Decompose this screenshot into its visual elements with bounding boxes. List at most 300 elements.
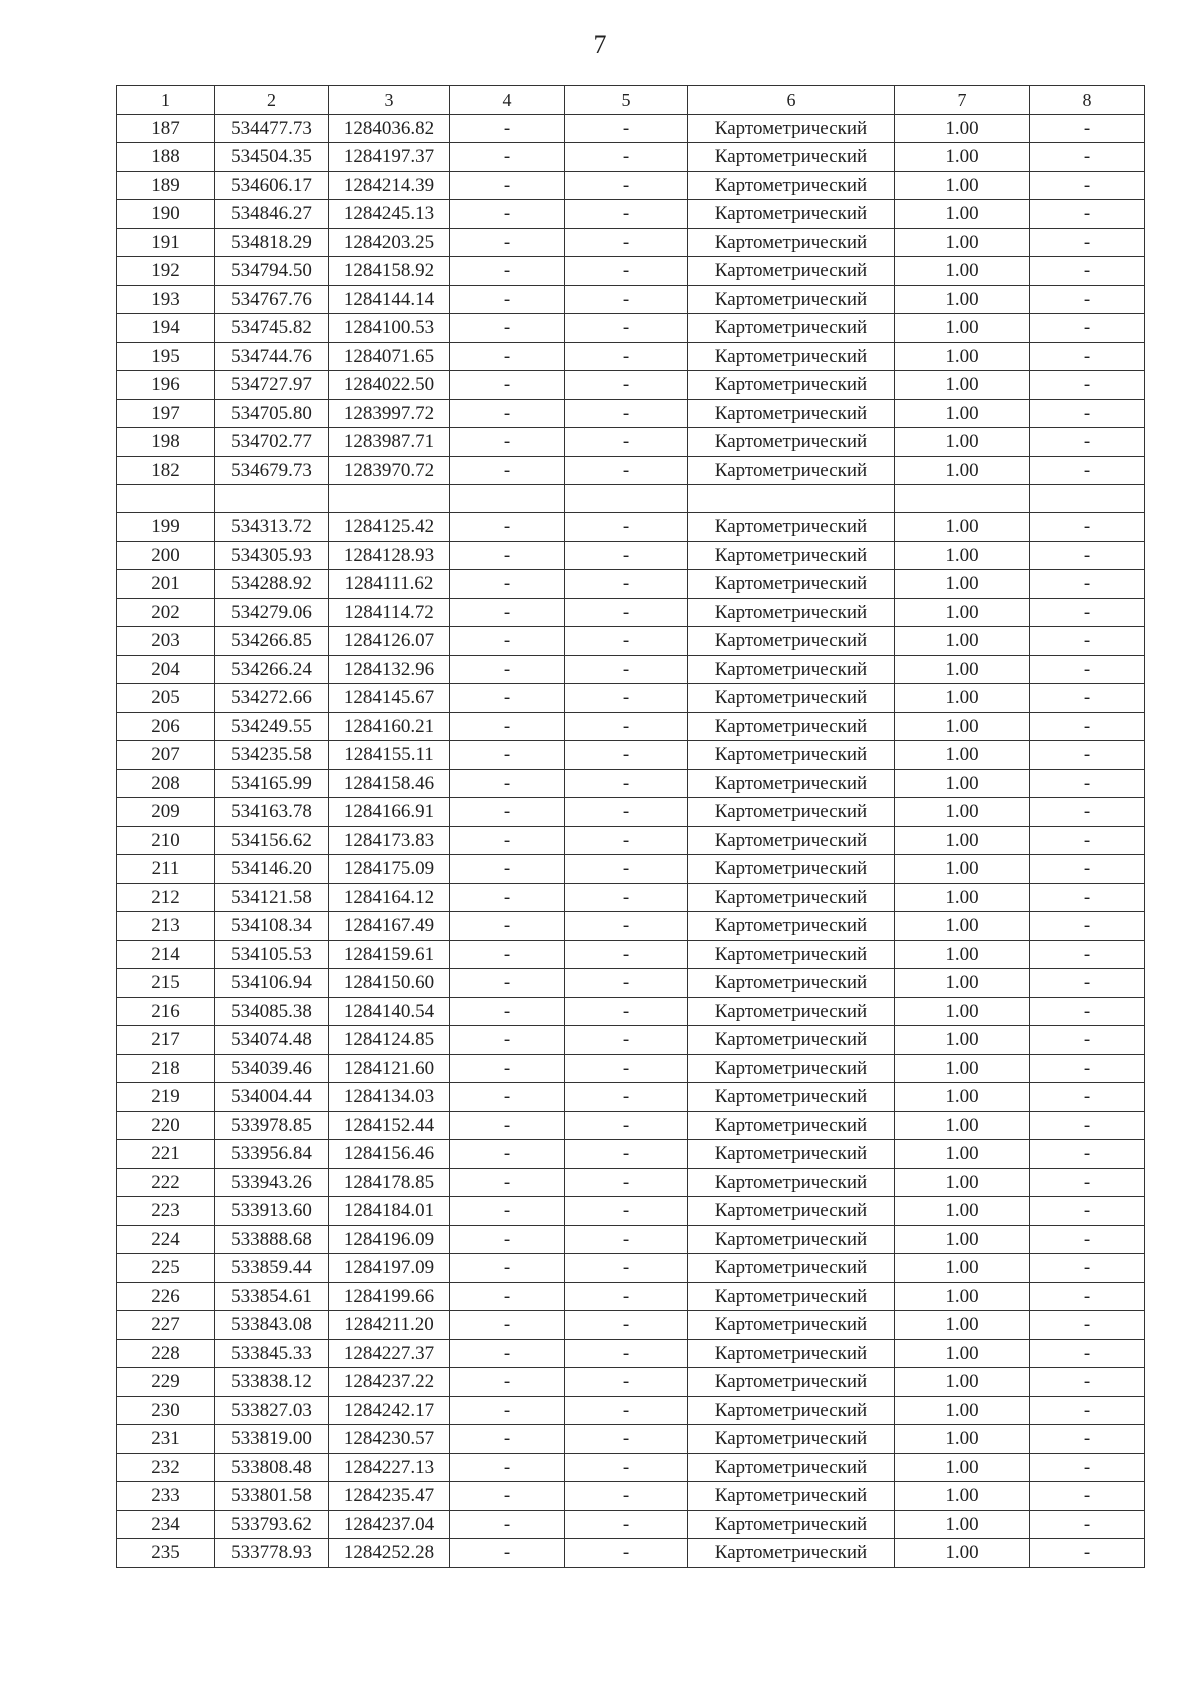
accuracy-cell: 1.00 [895,883,1030,912]
accuracy-cell: 1.00 [895,1339,1030,1368]
col8-cell: - [1030,855,1145,884]
col5-cell: - [565,627,688,656]
point-number-cell: 221 [117,1140,215,1169]
y-coordinate-cell: 1284166.91 [329,798,450,827]
y-coordinate-cell: 1284125.42 [329,513,450,542]
point-number-cell: 196 [117,371,215,400]
table-row [117,883,1145,912]
method-cell: Картометрический [688,541,895,570]
method-cell: Картометрический [688,428,895,457]
col5-cell: - [565,541,688,570]
y-coordinate-cell: 1284114.72 [329,598,450,627]
point-number-cell: 195 [117,342,215,371]
table-row [117,1168,1145,1197]
point-number-cell [117,485,215,513]
point-number-cell: 197 [117,399,215,428]
table-row [117,741,1145,770]
col4-cell: - [450,1453,565,1482]
point-number-cell: 194 [117,314,215,343]
col8-cell: - [1030,570,1145,599]
point-number-cell: 187 [117,114,215,143]
table-row [117,1054,1145,1083]
col5-cell: - [565,1339,688,1368]
col8-cell: - [1030,997,1145,1026]
col5-cell: - [565,769,688,798]
x-coordinate-cell: 534744.76 [215,342,329,371]
y-coordinate-cell: 1284150.60 [329,969,450,998]
y-coordinate-cell: 1284121.60 [329,1054,450,1083]
column-header: 4 [450,86,565,115]
y-coordinate-cell: 1284214.39 [329,171,450,200]
y-coordinate-cell: 1283970.72 [329,456,450,485]
point-number-cell: 208 [117,769,215,798]
col4-cell: - [450,912,565,941]
table-row [117,1197,1145,1226]
y-coordinate-cell: 1284152.44 [329,1111,450,1140]
point-number-cell: 182 [117,456,215,485]
table-row [117,399,1145,428]
table-row [117,1140,1145,1169]
col8-cell: - [1030,712,1145,741]
column-header: 1 [117,86,215,115]
point-number-cell: 200 [117,541,215,570]
col5-cell: - [565,314,688,343]
col4-cell: - [450,200,565,229]
y-coordinate-cell: 1284126.07 [329,627,450,656]
method-cell: Картометрический [688,399,895,428]
col4-cell: - [450,456,565,485]
x-coordinate-cell: 534106.94 [215,969,329,998]
col8-cell: - [1030,371,1145,400]
col5-cell: - [565,399,688,428]
method-cell: Картометрический [688,1168,895,1197]
table-row [117,1026,1145,1055]
separator-row [117,485,1145,513]
table-row [117,1225,1145,1254]
table-row [117,428,1145,457]
method-cell: Картометрический [688,200,895,229]
col8-cell: - [1030,1311,1145,1340]
accuracy-cell: 1.00 [895,143,1030,172]
x-coordinate-cell: 534504.35 [215,143,329,172]
col8-cell: - [1030,1026,1145,1055]
accuracy-cell: 1.00 [895,314,1030,343]
column-header: 6 [688,86,895,115]
col5-cell: - [565,1026,688,1055]
method-cell: Картометрический [688,513,895,542]
col5-cell: - [565,684,688,713]
method-cell: Картометрический [688,1453,895,1482]
col4-cell: - [450,969,565,998]
x-coordinate-cell [215,485,329,513]
col4-cell: - [450,371,565,400]
accuracy-cell: 1.00 [895,1026,1030,1055]
x-coordinate-cell: 534305.93 [215,541,329,570]
accuracy-cell: 1.00 [895,769,1030,798]
point-number-cell: 234 [117,1510,215,1539]
col8-cell: - [1030,1197,1145,1226]
method-cell: Картометрический [688,342,895,371]
y-coordinate-cell: 1284196.09 [329,1225,450,1254]
accuracy-cell: 1.00 [895,1111,1030,1140]
accuracy-cell: 1.00 [895,997,1030,1026]
x-coordinate-cell: 534156.62 [215,826,329,855]
table-row [117,200,1145,229]
y-coordinate-cell: 1284155.11 [329,741,450,770]
y-coordinate-cell: 1284197.09 [329,1254,450,1283]
col4-cell: - [450,541,565,570]
col5-cell: - [565,513,688,542]
y-coordinate-cell: 1284134.03 [329,1083,450,1112]
x-coordinate-cell: 534074.48 [215,1026,329,1055]
method-cell: Картометрический [688,997,895,1026]
col5-cell: - [565,798,688,827]
col8-cell: - [1030,1425,1145,1454]
y-coordinate-cell: 1284145.67 [329,684,450,713]
method-cell: Картометрический [688,883,895,912]
y-coordinate-cell: 1284140.54 [329,997,450,1026]
y-coordinate-cell: 1284036.82 [329,114,450,143]
point-number-cell: 219 [117,1083,215,1112]
col8-cell: - [1030,342,1145,371]
col8-cell: - [1030,1225,1145,1254]
col8-cell: - [1030,883,1145,912]
col8-cell: - [1030,428,1145,457]
method-cell: Картометрический [688,1054,895,1083]
col4-cell: - [450,399,565,428]
col8-cell [1030,485,1145,513]
y-coordinate-cell: 1284199.66 [329,1282,450,1311]
table-header-row [117,86,1145,115]
col4-cell: - [450,1539,565,1568]
x-coordinate-cell: 534039.46 [215,1054,329,1083]
table-row [117,342,1145,371]
y-coordinate-cell: 1284245.13 [329,200,450,229]
col4-cell: - [450,171,565,200]
accuracy-cell: 1.00 [895,912,1030,941]
table-row [117,855,1145,884]
col5-cell: - [565,1140,688,1169]
x-coordinate-cell: 533956.84 [215,1140,329,1169]
col5-cell: - [565,598,688,627]
col4-cell: - [450,257,565,286]
x-coordinate-cell: 533778.93 [215,1539,329,1568]
col8-cell: - [1030,1339,1145,1368]
col8-cell: - [1030,171,1145,200]
accuracy-cell: 1.00 [895,428,1030,457]
col4-cell: - [450,314,565,343]
col4-cell: - [450,1311,565,1340]
method-cell: Картометрический [688,655,895,684]
point-number-cell: 211 [117,855,215,884]
table-row [117,598,1145,627]
table-row [117,969,1145,998]
table-row [117,798,1145,827]
method-cell: Картометрический [688,1026,895,1055]
col8-cell: - [1030,541,1145,570]
method-cell: Картометрический [688,1482,895,1511]
col4-cell: - [450,798,565,827]
y-coordinate-cell: 1284071.65 [329,342,450,371]
accuracy-cell: 1.00 [895,684,1030,713]
col5-cell: - [565,171,688,200]
x-coordinate-cell: 534477.73 [215,114,329,143]
x-coordinate-cell: 534767.76 [215,285,329,314]
x-coordinate-cell: 533801.58 [215,1482,329,1511]
col5-cell: - [565,1111,688,1140]
method-cell: Картометрический [688,314,895,343]
col8-cell: - [1030,399,1145,428]
col5-cell: - [565,1482,688,1511]
accuracy-cell: 1.00 [895,940,1030,969]
point-number-cell: 205 [117,684,215,713]
table-row [117,1111,1145,1140]
col4-cell: - [450,1368,565,1397]
accuracy-cell: 1.00 [895,541,1030,570]
method-cell: Картометрический [688,257,895,286]
y-coordinate-cell: 1284100.53 [329,314,450,343]
col4-cell: - [450,428,565,457]
accuracy-cell: 1.00 [895,855,1030,884]
x-coordinate-cell: 533859.44 [215,1254,329,1283]
col5-cell: - [565,1282,688,1311]
col8-cell: - [1030,200,1145,229]
col4-cell: - [450,114,565,143]
col8-cell: - [1030,228,1145,257]
col8-cell: - [1030,769,1145,798]
x-coordinate-cell: 534679.73 [215,456,329,485]
point-number-cell: 235 [117,1539,215,1568]
accuracy-cell: 1.00 [895,285,1030,314]
y-coordinate-cell: 1284203.25 [329,228,450,257]
point-number-cell: 203 [117,627,215,656]
x-coordinate-cell: 534249.55 [215,712,329,741]
x-coordinate-cell: 534702.77 [215,428,329,457]
coordinates-table [116,85,1145,1568]
col4-cell: - [450,940,565,969]
method-cell: Картометрический [688,940,895,969]
accuracy-cell: 1.00 [895,399,1030,428]
point-number-cell: 222 [117,1168,215,1197]
point-number-cell: 202 [117,598,215,627]
table-row [117,627,1145,656]
x-coordinate-cell: 534705.80 [215,399,329,428]
table-row [117,171,1145,200]
col4-cell: - [450,1083,565,1112]
y-coordinate-cell: 1284167.49 [329,912,450,941]
y-coordinate-cell: 1284227.37 [329,1339,450,1368]
col5-cell: - [565,1368,688,1397]
x-coordinate-cell: 533843.08 [215,1311,329,1340]
method-cell: Картометрический [688,1282,895,1311]
method-cell: Картометрический [688,114,895,143]
method-cell: Картометрический [688,684,895,713]
table-row [117,655,1145,684]
point-number-cell: 223 [117,1197,215,1226]
accuracy-cell: 1.00 [895,1510,1030,1539]
point-number-cell: 209 [117,798,215,827]
accuracy-cell: 1.00 [895,342,1030,371]
col5-cell: - [565,1197,688,1226]
col8-cell: - [1030,912,1145,941]
col8-cell: - [1030,969,1145,998]
accuracy-cell: 1.00 [895,1453,1030,1482]
accuracy-cell: 1.00 [895,1254,1030,1283]
y-coordinate-cell: 1284237.04 [329,1510,450,1539]
col4-cell: - [450,513,565,542]
y-coordinate-cell: 1284178.85 [329,1168,450,1197]
table-row [117,1482,1145,1511]
table-row [117,1368,1145,1397]
method-cell: Картометрический [688,171,895,200]
method-cell: Картометрический [688,826,895,855]
col8-cell: - [1030,1083,1145,1112]
column-header: 3 [329,86,450,115]
method-cell: Картометрический [688,1083,895,1112]
method-cell: Картометрический [688,598,895,627]
y-coordinate-cell: 1284144.14 [329,285,450,314]
col8-cell: - [1030,1282,1145,1311]
method-cell: Картометрический [688,1197,895,1226]
y-coordinate-cell: 1284111.62 [329,570,450,599]
accuracy-cell: 1.00 [895,655,1030,684]
col8-cell: - [1030,1111,1145,1140]
method-cell: Картометрический [688,1510,895,1539]
col4-cell: - [450,1111,565,1140]
accuracy-cell: 1.00 [895,798,1030,827]
col5-cell: - [565,712,688,741]
x-coordinate-cell: 533827.03 [215,1396,329,1425]
point-number-cell: 214 [117,940,215,969]
y-coordinate-cell: 1284158.46 [329,769,450,798]
col5-cell: - [565,1083,688,1112]
y-coordinate-cell: 1284132.96 [329,655,450,684]
col8-cell: - [1030,826,1145,855]
col5-cell: - [565,1539,688,1568]
method-cell: Картометрический [688,1140,895,1169]
y-coordinate-cell: 1284237.22 [329,1368,450,1397]
method-cell: Картометрический [688,285,895,314]
x-coordinate-cell: 534146.20 [215,855,329,884]
accuracy-cell: 1.00 [895,1168,1030,1197]
x-coordinate-cell: 534818.29 [215,228,329,257]
accuracy-cell: 1.00 [895,1140,1030,1169]
x-coordinate-cell: 534272.66 [215,684,329,713]
x-coordinate-cell: 534313.72 [215,513,329,542]
table-row [117,684,1145,713]
col8-cell: - [1030,513,1145,542]
column-header: 5 [565,86,688,115]
x-coordinate-cell: 534606.17 [215,171,329,200]
table-row [117,285,1145,314]
col5-cell: - [565,570,688,599]
col8-cell: - [1030,1396,1145,1425]
col4-cell: - [450,342,565,371]
col4-cell: - [450,598,565,627]
x-coordinate-cell: 533913.60 [215,1197,329,1226]
col5-cell: - [565,257,688,286]
table-row [117,570,1145,599]
method-cell: Картометрический [688,1425,895,1454]
col4-cell: - [450,769,565,798]
method-cell: Картометрический [688,570,895,599]
col4-cell: - [450,883,565,912]
accuracy-cell: 1.00 [895,1197,1030,1226]
point-number-cell: 217 [117,1026,215,1055]
table-row [117,1083,1145,1112]
col8-cell: - [1030,741,1145,770]
accuracy-cell: 1.00 [895,1311,1030,1340]
x-coordinate-cell: 534745.82 [215,314,329,343]
col5-cell: - [565,1453,688,1482]
method-cell: Картометрический [688,969,895,998]
table-row [117,1339,1145,1368]
col8-cell: - [1030,456,1145,485]
y-coordinate-cell: 1284159.61 [329,940,450,969]
col4-cell: - [450,1510,565,1539]
point-number-cell: 233 [117,1482,215,1511]
table-row [117,1510,1145,1539]
method-cell: Картометрический [688,371,895,400]
method-cell: Картометрический [688,1539,895,1568]
accuracy-cell: 1.00 [895,228,1030,257]
col4-cell: - [450,1482,565,1511]
method-cell: Картометрический [688,1339,895,1368]
point-number-cell: 215 [117,969,215,998]
col5-cell: - [565,883,688,912]
point-number-cell: 225 [117,1254,215,1283]
x-coordinate-cell: 533793.62 [215,1510,329,1539]
col5-cell: - [565,428,688,457]
y-coordinate-cell: 1283997.72 [329,399,450,428]
point-number-cell: 188 [117,143,215,172]
table-row [117,940,1145,969]
y-coordinate-cell: 1284022.50 [329,371,450,400]
col8-cell: - [1030,1539,1145,1568]
point-number-cell: 207 [117,741,215,770]
accuracy-cell: 1.00 [895,257,1030,286]
table-body [117,114,1145,1567]
table-row [117,912,1145,941]
col8-cell: - [1030,940,1145,969]
column-header: 7 [895,86,1030,115]
x-coordinate-cell: 533845.33 [215,1339,329,1368]
point-number-cell: 198 [117,428,215,457]
y-coordinate-cell: 1284184.01 [329,1197,450,1226]
table-row [117,456,1145,485]
point-number-cell: 190 [117,200,215,229]
method-cell: Картометрический [688,143,895,172]
method-cell: Картометрический [688,712,895,741]
col5-cell: - [565,228,688,257]
col8-cell: - [1030,1453,1145,1482]
col5-cell: - [565,997,688,1026]
col4-cell: - [450,855,565,884]
col4-cell: - [450,1026,565,1055]
col4-cell: - [450,741,565,770]
accuracy-cell: 1.00 [895,1396,1030,1425]
table-row [117,114,1145,143]
y-coordinate-cell: 1284227.13 [329,1453,450,1482]
point-number-cell: 230 [117,1396,215,1425]
table-row [117,371,1145,400]
col8-cell: - [1030,1168,1145,1197]
point-number-cell: 213 [117,912,215,941]
method-cell: Картометрический [688,456,895,485]
col5-cell: - [565,826,688,855]
col5-cell: - [565,371,688,400]
point-number-cell: 191 [117,228,215,257]
